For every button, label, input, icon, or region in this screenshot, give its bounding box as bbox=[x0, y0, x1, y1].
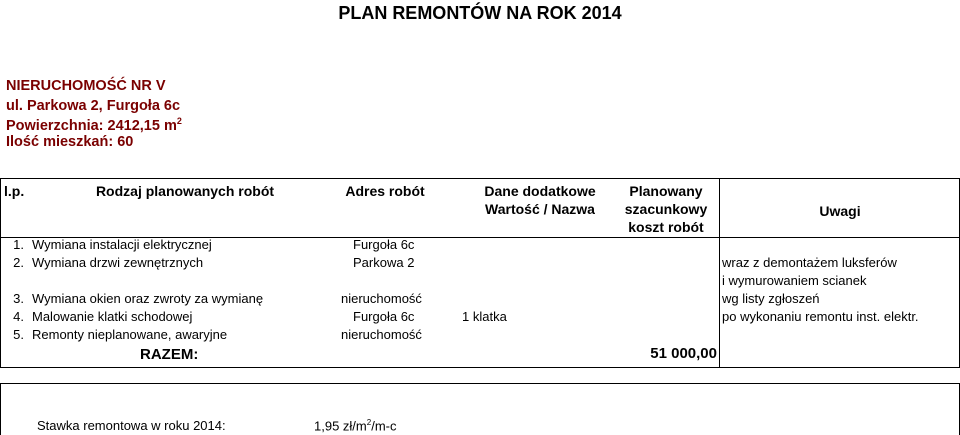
row-4-type: Malowanie klatki schodowej bbox=[32, 309, 193, 324]
row-4-extra: 1 klatka bbox=[462, 309, 507, 324]
header-extra-line1: Dane dodatkowe bbox=[484, 183, 596, 199]
row-4-notes: po wykonaniu remontu inst. elektr. bbox=[722, 309, 919, 324]
area-unit-superscript: 2 bbox=[176, 116, 182, 126]
row-2-type: Wymiana drzwi zewnętrznych bbox=[32, 255, 204, 270]
renovation-table bbox=[0, 178, 960, 368]
row-3-address: nieruchomość bbox=[341, 291, 422, 306]
property-name: NIERUCHOMOŚĆ NR V bbox=[6, 78, 166, 94]
row-4-address: Furgoła 6c bbox=[353, 309, 415, 324]
table-top-border bbox=[0, 178, 960, 179]
page-title: PLAN REMONTÓW NA ROK 2014 bbox=[338, 3, 622, 23]
property-area bbox=[6, 116, 182, 134]
row-5-address: nieruchomość bbox=[341, 327, 422, 342]
footer-value bbox=[314, 418, 396, 433]
row-2-address: Parkowa 2 bbox=[353, 255, 415, 270]
header-extra-line2: Wartość / Nazwa bbox=[485, 201, 595, 217]
footer-label: Stawka remontowa w roku 2014: bbox=[37, 418, 226, 433]
header-address: Adres robót bbox=[345, 183, 425, 199]
row-1-lp: 1. bbox=[13, 237, 24, 252]
row-5-type: Remonty nieplanowane, awaryjne bbox=[32, 327, 228, 342]
row-5-lp: 5. bbox=[13, 327, 24, 342]
header-notes: Uwagi bbox=[819, 203, 861, 219]
total-label: RAZEM: bbox=[140, 346, 199, 363]
header-cost-line1: Planowany bbox=[629, 183, 703, 199]
header-work-type: Rodzaj planowanych robót bbox=[95, 183, 275, 199]
header-lp: l.p. bbox=[4, 183, 25, 199]
total-value: 51 000,00 bbox=[650, 345, 717, 362]
row-3-notes: wg listy zgłoszeń bbox=[722, 291, 820, 306]
row-2-notes: wraz z demontażem luksferów bbox=[722, 255, 897, 270]
header-cost-line3: koszt robót bbox=[628, 219, 704, 235]
row-3-type: Wymiana okien oraz zwroty za wymianę bbox=[32, 291, 264, 306]
property-area-label: Powierzchnia: 2412,15 m bbox=[6, 117, 177, 134]
row-1-address: Furgoła 6c bbox=[353, 237, 415, 252]
property-address: ul. Parkowa 2, Furgoła 6c bbox=[6, 98, 181, 114]
property-apartments: Ilość mieszkań: 60 bbox=[6, 134, 134, 150]
table-bottom-border bbox=[0, 367, 960, 368]
row-2-notes-line2: i wymurowaniem scianek bbox=[722, 273, 867, 288]
footer-rate-suffix: /m-c bbox=[371, 418, 397, 434]
row-3-lp: 3. bbox=[13, 291, 24, 306]
row-1-type: Wymiana instalacji elektrycznej bbox=[32, 237, 212, 252]
footer-rate-superscript: 2 bbox=[366, 418, 372, 427]
footer-rate: 1,95 zł/m bbox=[314, 418, 367, 434]
header-cost-line2: szacunkowy bbox=[624, 201, 708, 217]
row-4-lp: 4. bbox=[13, 309, 24, 324]
row-2-lp: 2. bbox=[13, 255, 24, 270]
